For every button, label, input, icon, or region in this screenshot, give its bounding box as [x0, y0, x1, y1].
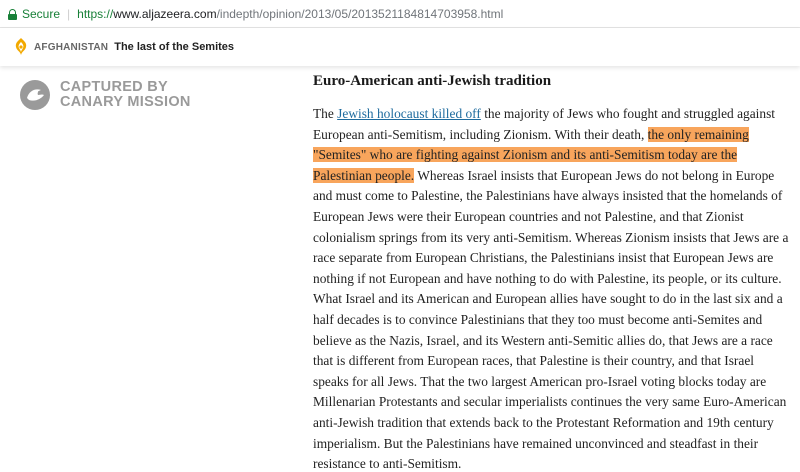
text-run: the majority of Jews who fought and struggled against: [480, 106, 776, 121]
highlighted-text: "Semites" who are fighting against Zionism and its anti-Semitism today are the: [313, 147, 738, 163]
aljazeera-logo-icon[interactable]: [12, 37, 30, 57]
paragraph-line: believe as the Nazis, Israel, and its Western anti-Semitic allies do, that Jews are a race: [313, 332, 773, 348]
address-bar[interactable]: [0, 0, 800, 28]
paragraph-line: European Jews were their European countries and not Palestine, and that Zionist: [313, 208, 744, 224]
url-separator: |: [67, 6, 71, 21]
text-run: European anti-Semitism, including Zionism. With their death,: [313, 126, 648, 142]
site-header: [0, 28, 800, 66]
holocaust-link[interactable]: Jewish holocaust killed off: [337, 106, 481, 121]
section-name[interactable]: AFGHANISTAN: [34, 41, 109, 53]
section-heading: Euro-American anti-Jewish tradition: [313, 73, 552, 89]
watermark-line-1: CAPTURED BY: [60, 79, 169, 95]
text-run: The: [313, 106, 338, 121]
highlighted-text: Palestinian people.: [313, 167, 415, 183]
paragraph-line: anti-Jewish tradition that extends back to the Protestant Reformation and 19th century: [313, 414, 774, 430]
paragraph-line: that is different from European races, that Palestine is their country, and that Israel: [313, 353, 754, 369]
article-paragraph: [313, 104, 793, 472]
secure-label[interactable]: Secure: [22, 6, 61, 21]
watermark-line-2: CANARY MISSION: [60, 94, 191, 110]
paragraph-line: [313, 104, 793, 125]
paragraph-line: and must come to Palestine, the Palestinians have always insisted that the homelands of: [313, 188, 783, 204]
watermark-text: [60, 80, 191, 110]
highlighted-text: the only remaining: [647, 126, 749, 142]
url-host: www.aljazeera.com: [113, 6, 217, 21]
paragraph-line: nothing if not European and have nothing to do with Palestine, its people, or its culture.: [313, 270, 782, 286]
paragraph-line: imperialism. But the Palestinians have remained unconvinced and steadfast in their: [313, 435, 759, 451]
paragraph-line: What Israel and its American and European allies have sought to do in the last six and a: [313, 291, 783, 307]
paragraph-line: [313, 125, 793, 146]
paragraph-line: half decades is to convince Palestinians that they too must become anti-Semites and: [313, 311, 763, 327]
article-short-title: The last of the Semites: [114, 41, 235, 53]
text-run: Whereas Israel insists that European Jews do not belong in Europe: [414, 167, 775, 183]
paragraph-line: [313, 145, 793, 166]
canary-bird-icon: [18, 78, 52, 112]
url-scheme: https://: [77, 6, 114, 21]
paragraph-line: [313, 166, 793, 187]
url-path: /indepth/opinion/2013/05/2013521184814703958.html: [216, 6, 504, 21]
paragraph-line: resistance to anti-Semitism.: [313, 456, 462, 472]
paragraph-line: Millenarian Protestants and secular imperialists continues the very same Euro-American: [313, 394, 787, 410]
url-text[interactable]: [77, 7, 503, 21]
lock-icon[interactable]: [8, 9, 17, 20]
canary-mission-watermark: [18, 78, 191, 112]
article: [313, 70, 793, 472]
paragraph-line: speaks for all Jews. That the two largest American pro-Israel voting blocks today are: [313, 373, 767, 389]
paragraph-line: race separate from European Christians, the Palestinians insist that European Jews are: [313, 250, 774, 266]
paragraph-line: colonialism springs from its very anti-Semitism. Whereas Zionism insists that Jews are a: [313, 229, 789, 245]
